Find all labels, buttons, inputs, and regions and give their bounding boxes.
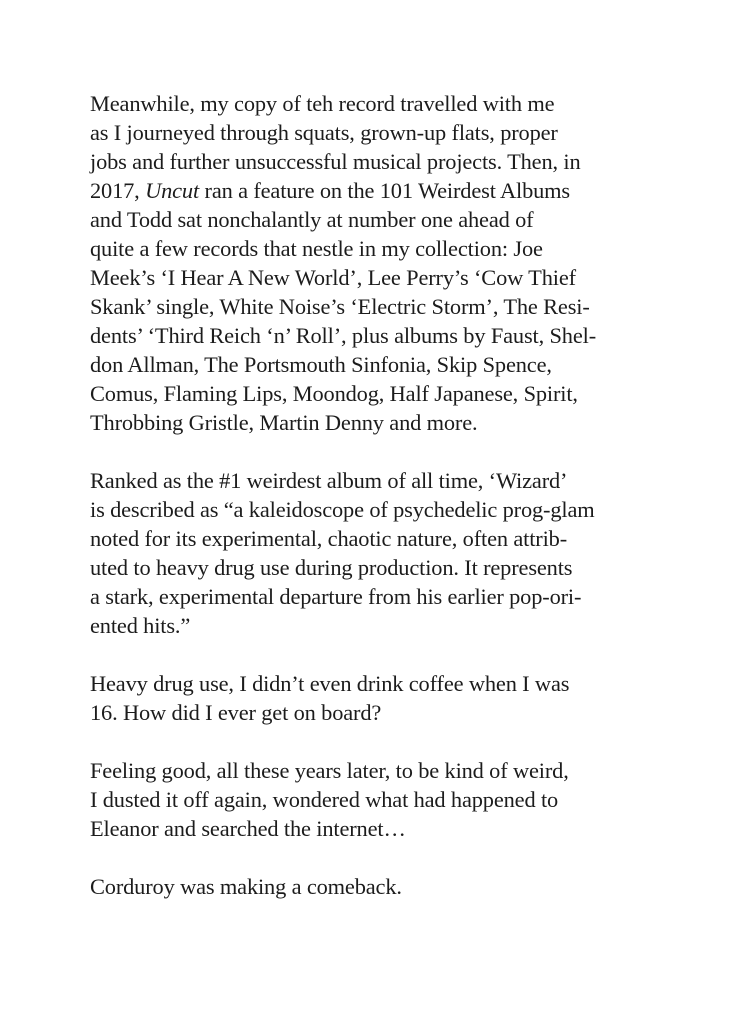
text-segment: dents’ ‘Third Reich ‘n’ Roll’, plus albums by Faust, Shel- (90, 323, 597, 348)
text-line (90, 147, 650, 176)
text-segment: a stark, experimental departure from his earlier pop-ori- (90, 584, 582, 609)
text-segment: ented hits.” (90, 613, 191, 638)
text-segment: jobs and further unsuccessful musical projects. Then, in (90, 149, 581, 174)
text-segment: don Allman, The Portsmouth Sinfonia, Skip Spence, (90, 352, 552, 377)
text-line (90, 379, 650, 408)
text-segment: Ranked as the #1 weirdest album of all time, ‘Wizard’ (90, 468, 568, 493)
text-segment: noted for its experimental, chaotic nature, often attrib- (90, 526, 568, 551)
paragraph (90, 89, 650, 437)
text-line (90, 814, 650, 843)
text-line (90, 321, 650, 350)
document-page (90, 89, 650, 930)
text-segment: 16. How did I ever get on board? (90, 700, 382, 725)
text-segment: Comus, Flaming Lips, Moondog, Half Japanese, Spirit, (90, 381, 578, 406)
text-line (90, 350, 650, 379)
text-segment: Throbbing Gristle, Martin Denny and more. (90, 410, 478, 435)
text-line (90, 205, 650, 234)
italic-title: Uncut (145, 178, 200, 203)
text-line (90, 582, 650, 611)
text-segment: Meanwhile, my copy of teh record travelled with me (90, 91, 555, 116)
text-line (90, 89, 650, 118)
text-segment: Feeling good, all these years later, to be kind of weird, (90, 758, 569, 783)
text-segment: quite a few records that nestle in my collection: Joe (90, 236, 543, 261)
text-segment: I dusted it off again, wondered what had happened to (90, 787, 559, 812)
text-line (90, 495, 650, 524)
paragraph (90, 756, 650, 843)
text-line (90, 872, 650, 901)
text-line (90, 524, 650, 553)
text-segment: as I journeyed through squats, grown-up flats, proper (90, 120, 558, 145)
text-line (90, 611, 650, 640)
text-segment: Corduroy was making a comeback. (90, 874, 402, 899)
text-segment: Meek’s ‘I Hear A New World’, Lee Perry’s ‘Cow Thief (90, 265, 576, 290)
paragraph (90, 872, 650, 901)
body-text (90, 89, 650, 901)
text-segment: Heavy drug use, I didn’t even drink coffee when I was (90, 671, 570, 696)
text-line (90, 118, 650, 147)
text-line (90, 263, 650, 292)
text-line (90, 234, 650, 263)
text-line (90, 466, 650, 495)
text-segment: uted to heavy drug use during production. It represents (90, 555, 573, 580)
text-line (90, 785, 650, 814)
text-segment: 2017, (90, 178, 146, 203)
text-segment: and Todd sat nonchalantly at number one ahead of (90, 207, 534, 232)
text-line (90, 756, 650, 785)
text-line (90, 553, 650, 582)
paragraph (90, 669, 650, 727)
text-line (90, 176, 650, 205)
text-segment: is described as “a kaleidoscope of psychedelic prog-glam (90, 497, 595, 522)
text-line (90, 698, 650, 727)
paragraph (90, 466, 650, 640)
text-line (90, 408, 650, 437)
text-segment: ran a feature on the 101 Weirdest Albums (199, 178, 570, 203)
text-segment: Eleanor and searched the internet… (90, 816, 406, 841)
text-line (90, 669, 650, 698)
text-line (90, 292, 650, 321)
text-segment: Skank’ single, White Noise’s ‘Electric Storm’, The Resi- (90, 294, 590, 319)
